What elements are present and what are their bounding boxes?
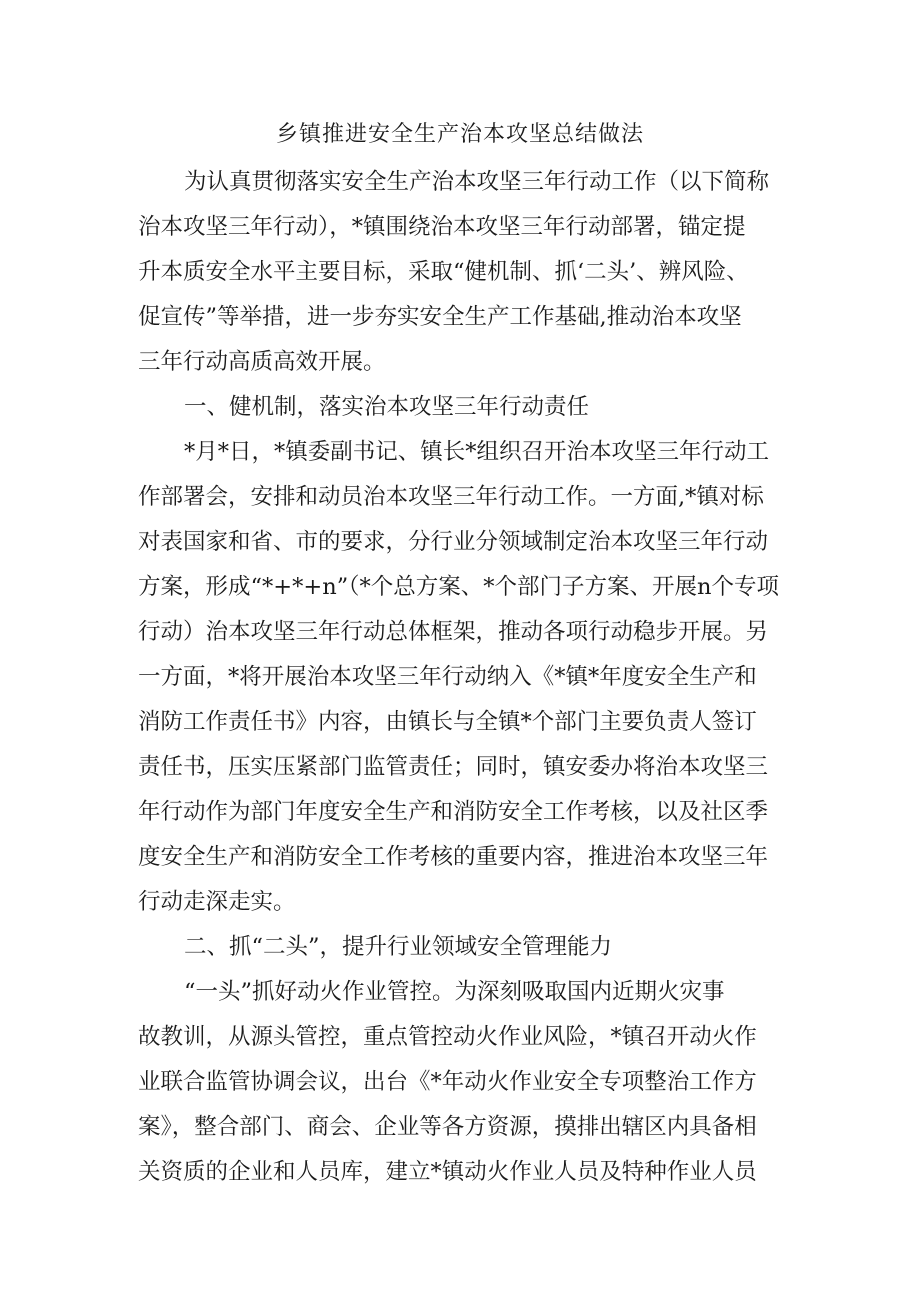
body-text-line: 消防工作责任书》内容，由镇长与全镇*个部门主要负责人签订 <box>138 709 757 735</box>
body-text-line: 为认真贯彻落实安全生产治本攻坚三年行动工作（以下简称 <box>184 169 770 195</box>
body-text-line: 治本攻坚三年行动），*镇围绕治本攻坚三年行动部署，锚定提 <box>138 214 746 240</box>
body-text-line: 行动走深走实。 <box>138 889 296 915</box>
body-text-line: “一头”抓好动火作业管控。为深刻吸取国内近期火灾事 <box>184 979 725 1005</box>
body-text-line: 度安全生产和消防安全工作考核的重要内容，推进治本攻坚三年 <box>138 844 769 870</box>
body-text-line: 促宣传”等举措，进一步夯实安全生产工作基础,推动治本攻坚 <box>138 304 742 330</box>
body-text-line: 升本质安全水平主要目标，采取“健机制、抓‘二头’、辨风险、 <box>138 259 749 285</box>
body-text-line: 行动）治本攻坚三年行动总体框架，推动各项行动稳步开展。另 <box>138 619 769 645</box>
section-heading: 一、健机制，落实治本攻坚三年行动责任 <box>184 394 590 420</box>
section-heading: 二、抓“二头”，提升行业领域安全管理能力 <box>184 934 613 960</box>
body-text-line: 方案，形成“*+*+n”（*个总方案、*个部门子方案、开展n个专项 <box>138 574 779 600</box>
body-text-line: 一方面，*将开展治本攻坚三年行动纳入《*镇*年度安全生产和 <box>138 664 757 690</box>
body-text-line: 三年行动高质高效开展。 <box>138 349 386 375</box>
document-title: 乡镇推进安全生产治本攻坚总结做法 <box>275 122 644 147</box>
body-text-line: 故教训，从源头管控，重点管控动火作业风险，*镇召开动火作 <box>138 1024 757 1050</box>
body-text-line: *月*日，*镇委副书记、镇长*组织召开治本攻坚三年行动工 <box>184 439 770 465</box>
body-text-line: 年行动作为部门年度安全生产和消防安全工作考核，以及社区季 <box>138 799 769 825</box>
body-text-line: 对表国家和省、市的要求，分行业分领域制定治本攻坚三年行动 <box>138 529 769 555</box>
body-text-line: 关资质的企业和人员库，建立*镇动火作业人员及特种作业人员 <box>138 1159 757 1185</box>
body-text-line: 案》，整合部门、商会、企业等各方资源，摸排出辖区内具备相 <box>138 1114 757 1140</box>
body-text-line: 业联合监管协调会议，出台《*年动火作业安全专项整治工作方 <box>138 1069 757 1095</box>
body-text-line: 作部署会，安排和动员治本攻坚三年行动工作。一方面,*镇对标 <box>138 484 764 510</box>
body-text-line: 责任书，压实压紧部门监管责任；同时，镇安委办将治本攻坚三 <box>138 754 769 780</box>
